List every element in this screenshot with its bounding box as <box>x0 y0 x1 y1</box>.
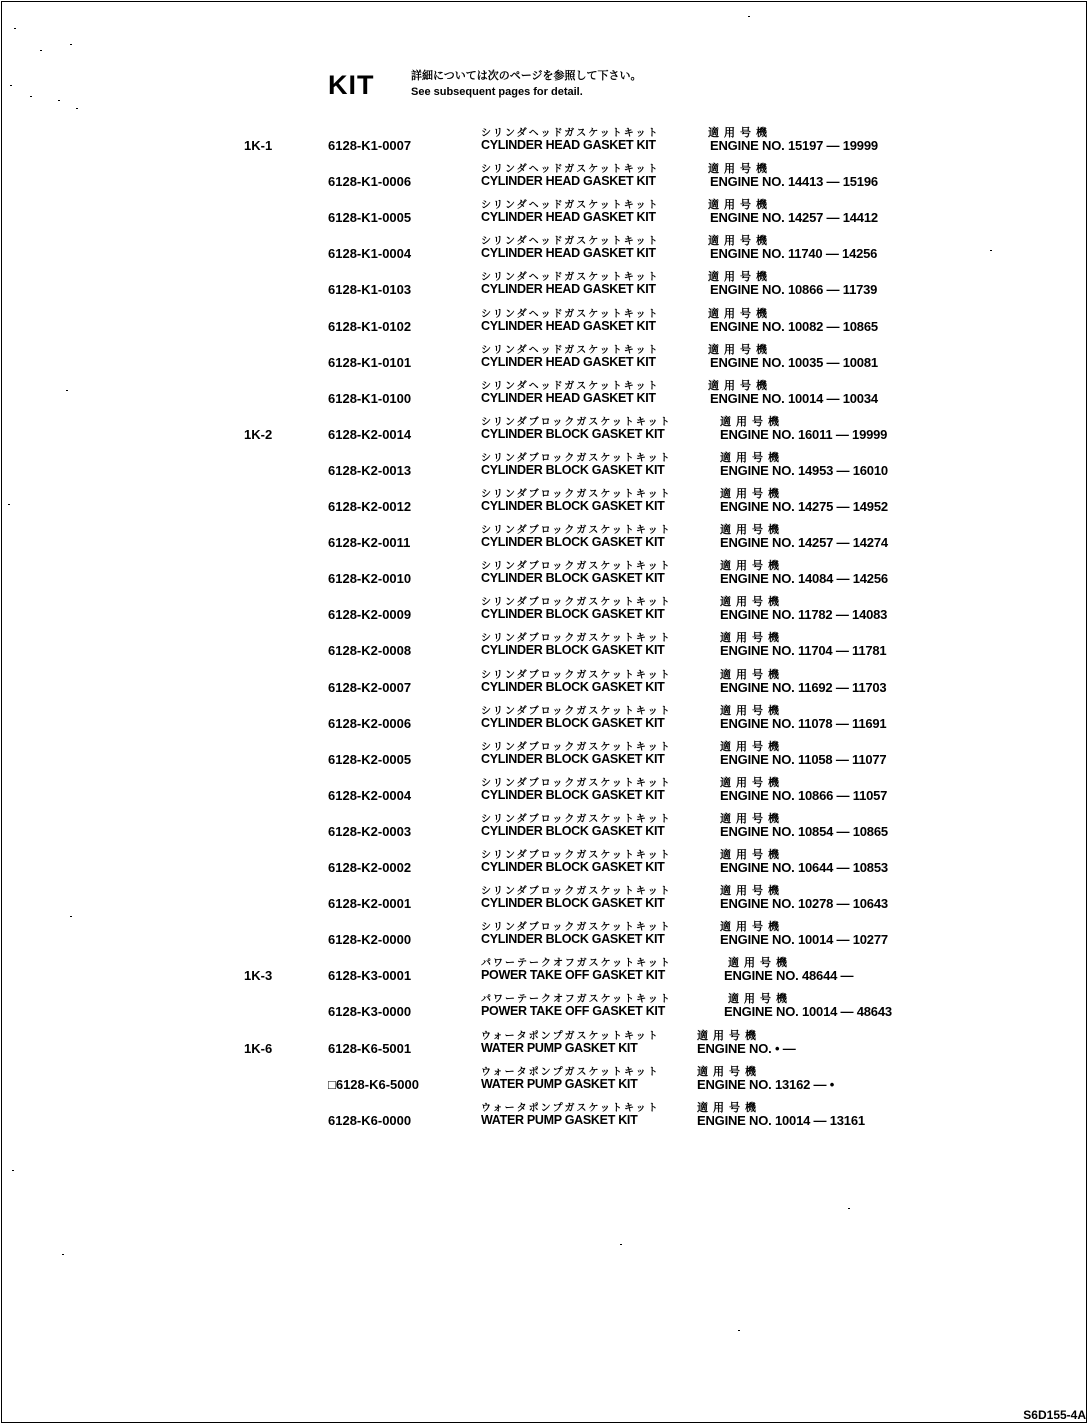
engine-range: ENGINE NO. 10866 — 11057 <box>720 787 888 803</box>
list-item <box>0 629 1090 665</box>
applicable-label-ja: 適用号機 <box>708 343 772 356</box>
list-item <box>0 990 1090 1026</box>
applicable-label-ja: 適用号機 <box>708 307 772 320</box>
applicable-label-ja: 適用号機 <box>708 199 772 212</box>
engine-range: ENGINE NO. 10014 — 10277 <box>720 932 888 948</box>
part-number: 6128-K1-0103 <box>328 282 412 298</box>
part-name-ja: シリンダヘッドガスケットキット <box>481 236 660 248</box>
list-item <box>0 702 1090 738</box>
applicable-label-ja: 適用号機 <box>720 849 784 861</box>
applicable-label-ja: 適用号機 <box>708 127 772 139</box>
list-item <box>0 593 1090 629</box>
list-item <box>0 666 1090 702</box>
part-name: CYLINDER HEAD GASKET KIT <box>481 210 656 225</box>
part-number: 6128-K2-0005 <box>328 751 412 767</box>
part-name: CYLINDER HEAD GASKET KIT <box>481 282 656 297</box>
part-name: POWER TAKE OFF GASKET KIT <box>481 1004 665 1019</box>
engine-range: ENGINE NO. 11782 — 14083 <box>720 607 888 623</box>
part-number: 6128-K2-0012 <box>328 499 412 514</box>
part-number: 6128-K3-0000 <box>328 1004 412 1020</box>
part-name-ja: シリンダブロックガスケットキット <box>481 416 672 428</box>
part-name: CYLINDER BLOCK GASKET KIT <box>481 715 665 730</box>
engine-range: ENGINE NO. 11058 — 11077 <box>720 751 887 767</box>
part-number: 6128-K2-0000 <box>328 932 412 948</box>
applicable-label-ja: 適用号機 <box>720 921 784 934</box>
engine-range: ENGINE NO. 14257 — 14274 <box>720 535 888 551</box>
detail-note <box>411 68 642 100</box>
part-name-ja: ウォータポンプガスケットキット <box>481 1066 660 1078</box>
engine-range: ENGINE NO. 10082 — 10865 <box>710 318 878 334</box>
part-number: 6128-K2-0008 <box>328 643 412 659</box>
engine-range: ENGINE NO. 14275 — 14952 <box>720 499 888 514</box>
part-number: 6128-K1-0005 <box>328 210 412 226</box>
list-item <box>0 738 1090 774</box>
part-name-ja: シリンダヘッドガスケットキット <box>481 200 660 212</box>
applicable-label-ja: 適用号機 <box>708 271 772 284</box>
item-code: 1K-6 <box>244 1040 273 1056</box>
part-name: CYLINDER BLOCK GASKET KIT <box>481 535 665 550</box>
list-item <box>0 160 1090 196</box>
list-item <box>0 954 1090 990</box>
footer-code: S6D155-4A <box>1023 1408 1086 1422</box>
applicable-label-ja: 適用号機 <box>708 235 772 248</box>
applicable-label-ja: 適用号機 <box>720 560 784 573</box>
detail-note-en: See subsequent pages for detail. <box>411 86 583 98</box>
applicable-label-ja: 適用号機 <box>708 163 772 176</box>
engine-range: ENGINE NO. 11692 — 11703 <box>720 679 887 695</box>
list-item <box>0 196 1090 232</box>
list-item <box>0 449 1090 485</box>
part-number: 6128-K6-5001 <box>328 1040 412 1056</box>
list-item <box>0 810 1090 846</box>
part-name: POWER TAKE OFF GASKET KIT <box>481 968 665 983</box>
part-name: CYLINDER BLOCK GASKET KIT <box>481 607 665 622</box>
list-item <box>0 557 1090 593</box>
engine-range: ENGINE NO. 15197 — 19999 <box>710 138 878 153</box>
part-name-ja: シリンダヘッドガスケットキット <box>481 272 660 284</box>
engine-range: ENGINE NO. 48644 — <box>724 968 854 984</box>
engine-range: ENGINE NO. 10278 — 10643 <box>720 896 888 912</box>
part-name-ja: シリンダブロックガスケットキット <box>481 489 672 500</box>
part-name: CYLINDER BLOCK GASKET KIT <box>481 896 665 911</box>
part-name: CYLINDER BLOCK GASKET KIT <box>481 462 665 477</box>
part-name-ja: シリンダブロックガスケットキット <box>481 669 672 681</box>
part-name: CYLINDER BLOCK GASKET KIT <box>481 426 665 441</box>
engine-range: ENGINE NO. 10014 — 10034 <box>710 390 878 406</box>
applicable-label-ja: 適用号機 <box>708 379 772 392</box>
list-item <box>0 485 1090 521</box>
list-item <box>0 305 1090 341</box>
part-name-ja: シリンダヘッドガスケットキット <box>481 380 660 392</box>
list-item <box>0 774 1090 810</box>
part-name: CYLINDER HEAD GASKET KIT <box>481 354 656 369</box>
list-item <box>0 918 1090 954</box>
list-item <box>0 268 1090 304</box>
engine-range: ENGINE NO. 11704 — 11781 <box>720 643 887 659</box>
applicable-label-ja: 適用号機 <box>720 740 784 753</box>
item-code: 1K-1 <box>244 138 273 153</box>
engine-range: ENGINE NO. 14084 — 14256 <box>720 571 888 587</box>
part-name-ja: シリンダヘッドガスケットキット <box>481 128 660 139</box>
part-number: □6128-K6-5000 <box>328 1076 419 1092</box>
engine-range: ENGINE NO. 10035 — 10081 <box>710 354 878 370</box>
engine-range: ENGINE NO. 14953 — 16010 <box>720 462 888 478</box>
part-number: 6128-K2-0003 <box>328 823 412 839</box>
part-name-ja: シリンダブロックガスケットキット <box>481 886 672 898</box>
applicable-label-ja: 適用号機 <box>720 488 784 500</box>
part-name-ja: シリンダヘッドガスケットキット <box>481 164 660 176</box>
part-name-ja: シリンダブロックガスケットキット <box>481 813 672 825</box>
part-name: CYLINDER HEAD GASKET KIT <box>481 318 656 333</box>
part-name-ja: シリンダブロックガスケットキット <box>481 561 672 573</box>
engine-range: ENGINE NO. 13162 — • <box>697 1076 835 1092</box>
applicable-label-ja: 適用号機 <box>720 812 784 825</box>
part-name: WATER PUMP GASKET KIT <box>481 1040 638 1055</box>
part-number: 6128-K1-0101 <box>328 354 412 370</box>
list-item <box>0 1063 1090 1099</box>
part-name-ja: パワーテークオフガスケットキット <box>481 958 672 970</box>
part-number: 6128-K2-0009 <box>328 607 412 623</box>
part-name: CYLINDER BLOCK GASKET KIT <box>481 499 665 513</box>
engine-range: ENGINE NO. 10014 — 48643 <box>724 1004 892 1020</box>
engine-range: ENGINE NO. • — <box>697 1040 796 1056</box>
part-name: CYLINDER HEAD GASKET KIT <box>481 174 656 189</box>
detail-note-ja: 詳細については次のページを参照して下さい。 <box>411 70 642 82</box>
engine-range: ENGINE NO. 10866 — 11739 <box>710 282 878 298</box>
page-title: KIT <box>328 70 375 100</box>
applicable-label-ja: 適用号機 <box>720 668 784 681</box>
list-item <box>0 413 1090 449</box>
part-name-ja: シリンダブロックガスケットキット <box>481 705 672 717</box>
list-item <box>0 882 1090 918</box>
applicable-label-ja: 適用号機 <box>720 524 784 537</box>
part-name: WATER PUMP GASKET KIT <box>481 1076 638 1091</box>
engine-range: ENGINE NO. 14257 — 14412 <box>710 210 878 226</box>
applicable-label-ja: 適用号機 <box>720 776 784 789</box>
list-item <box>0 1099 1090 1135</box>
part-number: 6128-K2-0011 <box>328 535 411 551</box>
part-number: 6128-K6-0000 <box>328 1112 412 1128</box>
applicable-label-ja: 適用号機 <box>720 596 784 609</box>
list-item <box>0 377 1090 413</box>
item-code: 1K-3 <box>244 968 273 984</box>
part-number: 6128-K2-0010 <box>328 571 412 587</box>
part-number: 6128-K2-0004 <box>328 787 412 803</box>
part-name: CYLINDER BLOCK GASKET KIT <box>481 787 665 802</box>
part-number: 6128-K1-0007 <box>328 138 412 153</box>
engine-range: ENGINE NO. 14413 — 15196 <box>710 174 878 190</box>
engine-range: ENGINE NO. 11078 — 11691 <box>720 715 887 731</box>
applicable-label-ja: 適用号機 <box>697 1029 761 1042</box>
part-name-ja: シリンダブロックガスケットキット <box>481 452 672 464</box>
part-number: 6128-K2-0014 <box>328 426 412 442</box>
part-number: 6128-K2-0007 <box>328 679 412 695</box>
list-item <box>0 846 1090 882</box>
part-name: WATER PUMP GASKET KIT <box>481 1112 638 1127</box>
part-name: CYLINDER BLOCK GASKET KIT <box>481 571 665 586</box>
part-name: CYLINDER BLOCK GASKET KIT <box>481 643 665 658</box>
list-item <box>0 1027 1090 1063</box>
part-name-ja: ウォータポンプガスケットキット <box>481 1102 660 1114</box>
applicable-label-ja: 適用号機 <box>728 957 792 970</box>
part-name-ja: ウォータポンプガスケットキット <box>481 1030 660 1042</box>
part-name: CYLINDER BLOCK GASKET KIT <box>481 932 665 947</box>
applicable-label-ja: 適用号機 <box>697 1101 761 1114</box>
part-name-ja: シリンダブロックガスケットキット <box>481 633 672 645</box>
part-name-ja: シリンダブロックガスケットキット <box>481 850 672 861</box>
part-number: 6128-K1-0102 <box>328 318 412 334</box>
part-number: 6128-K2-0001 <box>328 896 412 912</box>
part-name: CYLINDER HEAD GASKET KIT <box>481 138 656 152</box>
part-name: CYLINDER BLOCK GASKET KIT <box>481 679 665 694</box>
engine-range: ENGINE NO. 11740 — 14256 <box>710 246 878 262</box>
engine-range: ENGINE NO. 10854 — 10865 <box>720 823 888 839</box>
engine-range: ENGINE NO. 10644 — 10853 <box>720 860 888 875</box>
applicable-label-ja: 適用号機 <box>720 704 784 717</box>
part-number: 6128-K2-0006 <box>328 715 412 731</box>
part-name-ja: シリンダブロックガスケットキット <box>481 525 672 537</box>
part-name-ja: シリンダヘッドガスケットキット <box>481 344 660 356</box>
applicable-label-ja: 適用号機 <box>720 632 784 645</box>
part-name-ja: シリンダヘッドガスケットキット <box>481 308 660 320</box>
applicable-label-ja: 適用号機 <box>720 885 784 898</box>
part-name: CYLINDER BLOCK GASKET KIT <box>481 860 665 874</box>
part-name-ja: シリンダブロックガスケットキット <box>481 741 672 753</box>
part-name: CYLINDER HEAD GASKET KIT <box>481 246 656 261</box>
applicable-label-ja: 適用号機 <box>720 415 784 428</box>
list-item <box>0 232 1090 268</box>
part-name: CYLINDER HEAD GASKET KIT <box>481 390 656 405</box>
applicable-label-ja: 適用号機 <box>697 1065 761 1078</box>
part-number: 6128-K2-0002 <box>328 860 412 875</box>
part-name-ja: シリンダブロックガスケットキット <box>481 597 672 609</box>
part-name: CYLINDER BLOCK GASKET KIT <box>481 751 665 766</box>
part-number: 6128-K1-0004 <box>328 246 412 262</box>
part-name-ja: シリンダブロックガスケットキット <box>481 922 672 934</box>
part-number: 6128-K1-0006 <box>328 174 412 190</box>
list-item <box>0 124 1090 160</box>
engine-range: ENGINE NO. 10014 — 13161 <box>697 1112 865 1128</box>
part-number: 6128-K3-0001 <box>328 968 412 984</box>
list-item <box>0 341 1090 377</box>
list-item <box>0 521 1090 557</box>
part-name: CYLINDER BLOCK GASKET KIT <box>481 823 665 838</box>
part-number: 6128-K2-0013 <box>328 462 412 478</box>
applicable-label-ja: 適用号機 <box>720 451 784 464</box>
item-code: 1K-2 <box>244 426 273 442</box>
part-name-ja: シリンダブロックガスケットキット <box>481 777 672 789</box>
part-name-ja: パワーテークオフガスケットキット <box>481 994 672 1006</box>
applicable-label-ja: 適用号機 <box>728 993 792 1006</box>
engine-range: ENGINE NO. 16011 — 19999 <box>720 426 888 442</box>
part-number: 6128-K1-0100 <box>328 390 412 406</box>
